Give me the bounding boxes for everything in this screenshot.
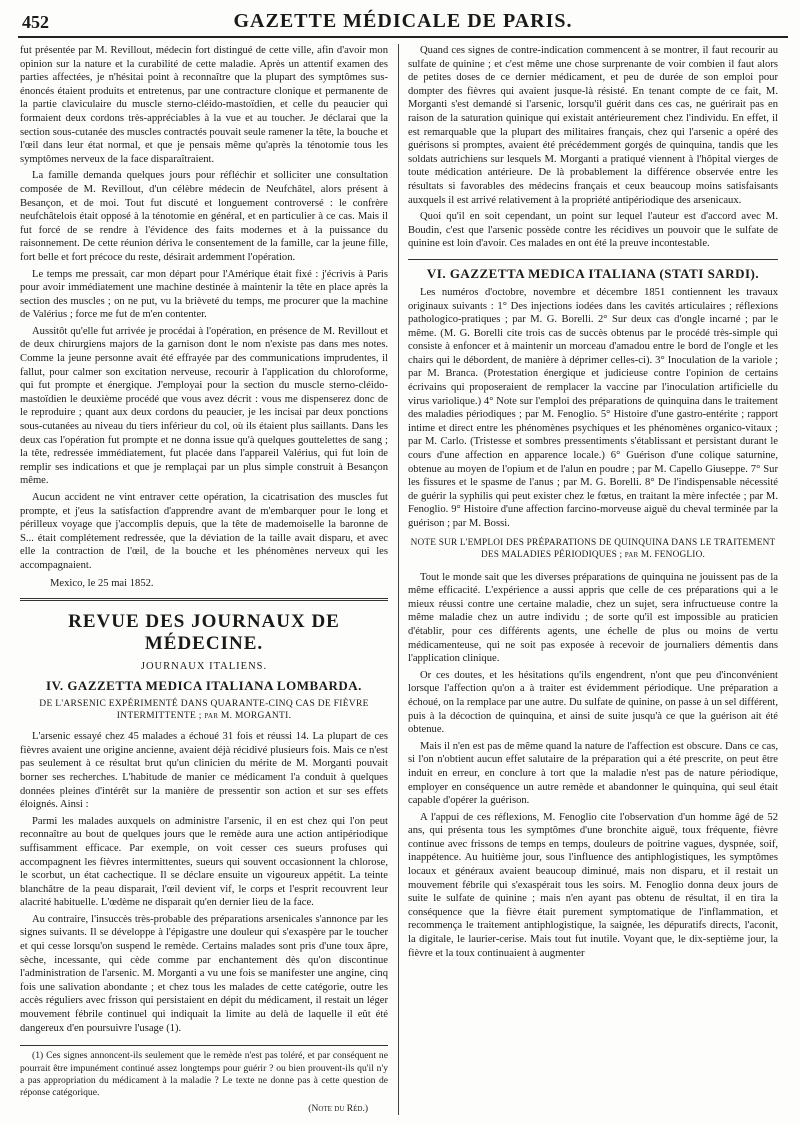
journal-title: GAZETTE MÉDICALE DE PARIS.: [233, 10, 573, 32]
page-number: 452: [22, 12, 49, 32]
section-heading-vi: VI. GAZZETTA MEDICA ITALIANA (STATI SARDI).: [426, 265, 760, 281]
page-header: [18, 8, 788, 38]
left-paragraph: Au contraire, l'insuccès très-probable des préparations arsenicales s'annonce par les signes suivants. Il se développe à l'épigastre une douleur qui s'exaspère par le toucher et qui cesse lorsqu'on suspend le remède. Certains malades sont pris d'une toux âpre, sèche, incessante, qui cède comme par enchantement dès qu'on discontinue l'administration de l'arsenic. M. Morganti a vu une fois se manifester une angine, cinq fois une salivation abondante ; et chez tous les malades de cette catégorie, outre les accès réguliers avec frisson qui persistaient en dépit du médicament, il restait un léger mouvement fébrile continuel qui indiquait la limite au delà de laquelle il eût été dangereux d'en poursuivre l'usage (1).: [20, 913, 388, 1034]
section-heading-iv: IV. GAZZETTA MEDICA ITALIANA LOMBARDA.: [46, 678, 362, 694]
footnote-text: (1) Ces signes annoncent-ils seulement que le remède n'est pas toléré, et par conséquent ne pourrait être impunément continué assez longtemps pour guérir ? ou bien prouvent-ils qu'il n'y a pas appropriation du médicament à la maladie ? Le texte ne donne pas à cette question de réponse catégorique.: [20, 1050, 388, 1099]
section-divider: [20, 598, 388, 601]
right-paragraph: Les numéros d'octobre, novembre et décembre 1851 contiennent les travaux originaux suivants : 1° Des injections iodées dans les cavités articulaires ; réflexions pathologico-pratiques ; par M. G. Borelli. 2° Sur deux cas d'ongle incarné ; par le même. (M. G. Borelli cite trois cas de succès obtenus par le procédé très-simple qui consiste à enfoncer et à maintenir un morceau d'amadou entre le bord de l'ongle et les chairs qui le débordent, de manière à déprimer celles-ci). 3° Inoculation de la variole ; par M. Branca. (Protestation énergique et judicieuse contre l'opinion de certains écrivains qui proposeraient de remplacer la vaccine par l'inoculation artificielle du virus variolique.) 4° Note sur l'emploi des préparations de quinquina dans le traitement des maladies périodiques ; par M. Fenoglio. 5° Histoire d'une gastro-entérite ; rapport intime et direct entre les phénomènes psychiques et les phénomènes organico-vitaux ; par M. Carlo. (Tristesse et sombres pressentiments s'établissant et persistant durant le cours d'une affection en apparence locale.) 6° Guérison d'une colique saturnine, obtenue au moyen de l'opium et de l'alun en poudre ; par M. Capello Giuseppe. 7° Sur les fissures et le spasme de l'anus ; par M. G. Borelli. 8° De l'indispensable nécessité de guérir la syphilis qui peut exister chez le fœtus, en traitant la mère infectée ; par M. Fenoglio. 9° Histoire d'une affection farcino-morveuse aiguë du cheval terminée par la guérison ; par M. Bossi.: [408, 286, 778, 529]
left-paragraph: fut présentée par M. Revillout, médecin fort distingué de cette ville, afin d'avoir mon opinion sur la nature et la curabilité de cette maladie. Après un attentif examen des parties affectées, je n'hésitai point à reconnaître que la plupart des symptômes sus-énoncés étaient produits et entretenus, par une contracture clonique et permanente de la partie claviculaire du muscle sterno-cléido-mastoïdien, et celle du peaucier qui formaient deux cordons très-appréciables à la vue et au toucher. Je déclarai que la section sous-cutanée des muscles contractés pouvait seule ramener la tête, la bouche et l'œil dans leur état normal, et que je pensais même qu'après la ténotomie tous les symptômes nerveux de la face disparaîtraient.: [20, 45, 388, 165]
right-column: [408, 44, 778, 1115]
revue-title: REVUE DES JOURNAUX DE MÉDECINE.: [68, 611, 340, 655]
article-subtitle: DE L'ARSENIC EXPÉRIMENTÉ DANS QUARANTE-CINQ CAS DE FIÈVRE INTERMITTENTE ; par M. MORGANTI.: [39, 699, 369, 722]
footnote: [20, 1045, 388, 1115]
right-paragraph: Quoi qu'il en soit cependant, un point sur lequel l'auteur est d'accord avec M. Boudin, c'est que l'arsenic possède contre les récidives un pouvoir que le sulfate de quinine est loin d'avoir. Ces malades en ont été la preuve incontestable.: [408, 211, 778, 250]
right-paragraph: Mais il n'en est pas de même quand la nature de l'affection est obscure. Dans ce cas, si l'on n'obtient aucun effet salutaire de la préparation qui a été prescrite, on peut être induit en erreur, en conclure à tort que la maladie n'est pas de nature périodique, employer en conséquence un autre remède et abandonner le quinquina, qui seul était capable d'opérer la guérison.: [408, 740, 778, 807]
left-paragraph: Parmi les malades auxquels on administre l'arsenic, il en est chez qui l'on peut reconnaître au bout de quelques jours que le remède aura une action antipériodique suffisamment efficace. Par exemple, on voit cesser ces sueurs profuses qui accompagnent les fièvres intermittentes, sueurs qui souvent occasionnent la chlorose, le scorbut, un état cachectique. Il se déclare ensuite un vigoureux appétit. La teinte blanchâtre de la peau disparait, l'œil devient vif, le corps et l'esprit recouvrent leur alacrité habituelle. L'œdème ne disparait qu'en dernier lieu de la face.: [20, 815, 388, 909]
left-paragraph: Le temps me pressait, car mon départ pour l'Amérique était fixé : j'écrivis à Paris pour avoir immédiatement une machine destinée à maintenir la tête en place après la section des muscles ; on ne put, vu la brièveté du temps, me procurer que la machine de Valérius ; force me fut de m'en contenter.: [20, 268, 388, 321]
dateline: Mexico, le 25 mai 1852.: [50, 577, 154, 589]
right-paragraph: Quand ces signes de contre-indication commencent à se montrer, il faut recourir au sulfate de quinine ; et c'est même une chose surprenante de voir combien il faut alors de petites doses de ce dernier médicament, et peu de durée de son emploi pour dompter des fièvres qui avaient jusque-là résisté. En tenant compte de ce fait, M. Morganti s'est demandé si l'arsenic, lorsqu'il guérit dans ces cas, ne guérirait pas en raison de la saturation quinique qui existait antérieurement chez l'individu. En effet, il est remarquable que la plupart des militaires français, chez qui l'arsenic a opéré des guérisons si promptes, avaient été précédemment gorgés de quinquina, tandis que les soldats autrichiens sur lesquels M. Morganti a pratiqué viennent à l'hôpital vierges de toute médication antérieure. De là probablement la différence observée entre les résultats si favorables des médecins français et ceux beaucoup moins satisfaisants auxquels il est arrivé relativement à la propriété antipériodique des arsenicaux.: [408, 45, 778, 206]
right-paragraph: Or ces doutes, et les hésitations qu'ils engendrent, n'ont que peu d'inconvénient lorsque l'affection qu'on a à traiter est évidemment périodique. Une préparation a échoué, on la remplace par une autre. Du sulfate de quinine, on passe à un sel différent, puis à la décoction de quinquina, et ainsi de suite jusqu'à ce que la guérison ait été obtenue.: [408, 669, 778, 736]
journaux-heading: JOURNAUX ITALIENS.: [140, 661, 268, 673]
right-paragraph: A l'appui de ces réflexions, M. Fenoglio cite l'observation d'un homme âgé de 52 ans, qui présenta tous les symptômes d'une bronchite aiguë, toux fréquente, fièvre continue avec frissons de temps en temps, douleurs de poitrine vagues, dyspnée, soif, inappétence. Au huitième jour, sous l'influence des antiphlogistiques, les symptômes locaux et généraux avaient beaucoup diminué, mais non disparu, et il restait un mouvement fébrile qui s'exaspérait tous les soirs. M. Fenoglio donna deux jours de suite le sulfate de quinine ; mais n'en ayant pas obtenu de résultat, il en tira la conséquence que la fièvre était purement symptomatique de l'inflammation, et recommença le traitement antiphlogistique, la saignée, les dépuratifs directs, l'aconit, la digitale, le laurier-cerise. Mais tout fut inutile. Voyant que, le dix-septième jour, la fièvre et la toux continuaient à augmenter: [408, 811, 778, 959]
left-paragraph: Aucun accident ne vint entraver cette opération, la cicatrisation des muscles fut prompte, et j'eus la satisfaction d'apprendre avant de m'embarquer pour le long et périlleux voyage que j'accomplis depuis, que la tête de mademoiselle la baronne de S... était complétement redressée, que la déviation de la taille avait disparu, et avec elle la contraction de l'œil, de la bouche et les phénomènes nerveux qui les accompagnaient.: [20, 492, 388, 571]
section-divider: [408, 259, 778, 260]
right-paragraph: Tout le monde sait que les diverses préparations de quinquina ne jouissent pas de la même efficacité. L'expérience a aussi appris que celle de ces préparations qui a le mieux réussi contre une certaine maladie, chez un sujet, sera infructueuse contre la même maladie chez un autre individu ; de sorte qu'il est impossible au praticien d'établir, pour ces différents agents, une échelle de plus ou moins de vertu médicamenteuse, qui ne soit pas exposée à recevoir de journaliers démentis dans l'application clinique.: [408, 571, 778, 665]
left-column: [20, 44, 388, 1115]
footnote-signature: (Note du Réd.): [308, 1103, 368, 1114]
note-title: NOTE SUR L'EMPLOI DES PRÉPARATIONS DE QUINQUINA DANS LE TRAITEMENT DES MALADIES PÉRIODIQUES ; par M. FENOGLIO.: [410, 537, 776, 560]
left-paragraph: L'arsenic essayé chez 45 malades a échoué 31 fois et réussi 14. La plupart de ces fièvres avaient une origine ancienne, avaient déjà récidivé plusieurs fois. Mais ce n'est pas seulement à ce résultat brut qu'un clinicien du mérite de M. Morganti pouvait borner ses recherches. L'habitude de manier ce médicament l'a conduit à quelques données pleines d'intérêt sur la manière de pressentir son action et sur ses effets éloignés. Ainsi :: [20, 731, 388, 811]
left-paragraph: Aussitôt qu'elle fut arrivée je procédai à l'opération, en présence de M. Revillout et de deux chirurgiens majors de la garnison dont le nom n'existe pas dans mes notes. Comme la jeune personne avait été effrayée par des communications imprudentes, il fallut, pour calmer son excitation nerveuse, recourir à l'application du chloroforme, qui fut prompte et énergique. J'employai pour la section du muscle sterno-cléido-mastoïdien le deuxième procédé que vous avez décrit : vous me dispenserez donc de le reproduire ; quant aux deux cordons du peaucier, je les incisai par deux ponctions sous-cutanées au niveau du tiers inférieur du col, où ils étaient plus saillants. Dans les deux cas l'opération fut prompte et ne donna issue qu'à quelques gouttelettes de sang ; la tête, redressée immédiatement, fut placée dans l'appareil Valérius, qui fut loin de remplir ses indications et que je remplaçai par un plus simple construit à Besançon même.: [20, 325, 388, 487]
column-divider: [398, 44, 399, 1115]
left-paragraph: La famille demanda quelques jours pour réfléchir et solliciter une consultation composée de M. Revillout, d'un célèbre médecin de Neufchâtel, alors présent à Besançon, et de moi. Tout fut discuté et longuement controversé : le confrère neufchâtelois était opposé à la ténotomie en général, et en particulier à ce cas. Mais il fut forcé de se rendre à l'évidence des faits modernes et à la puissance du raisonnement. De cette réunion dériva le consentement de la famille, car la jeune fille, fort belle et fort précoce du reste, désirait ardemment l'opération.: [20, 170, 388, 263]
